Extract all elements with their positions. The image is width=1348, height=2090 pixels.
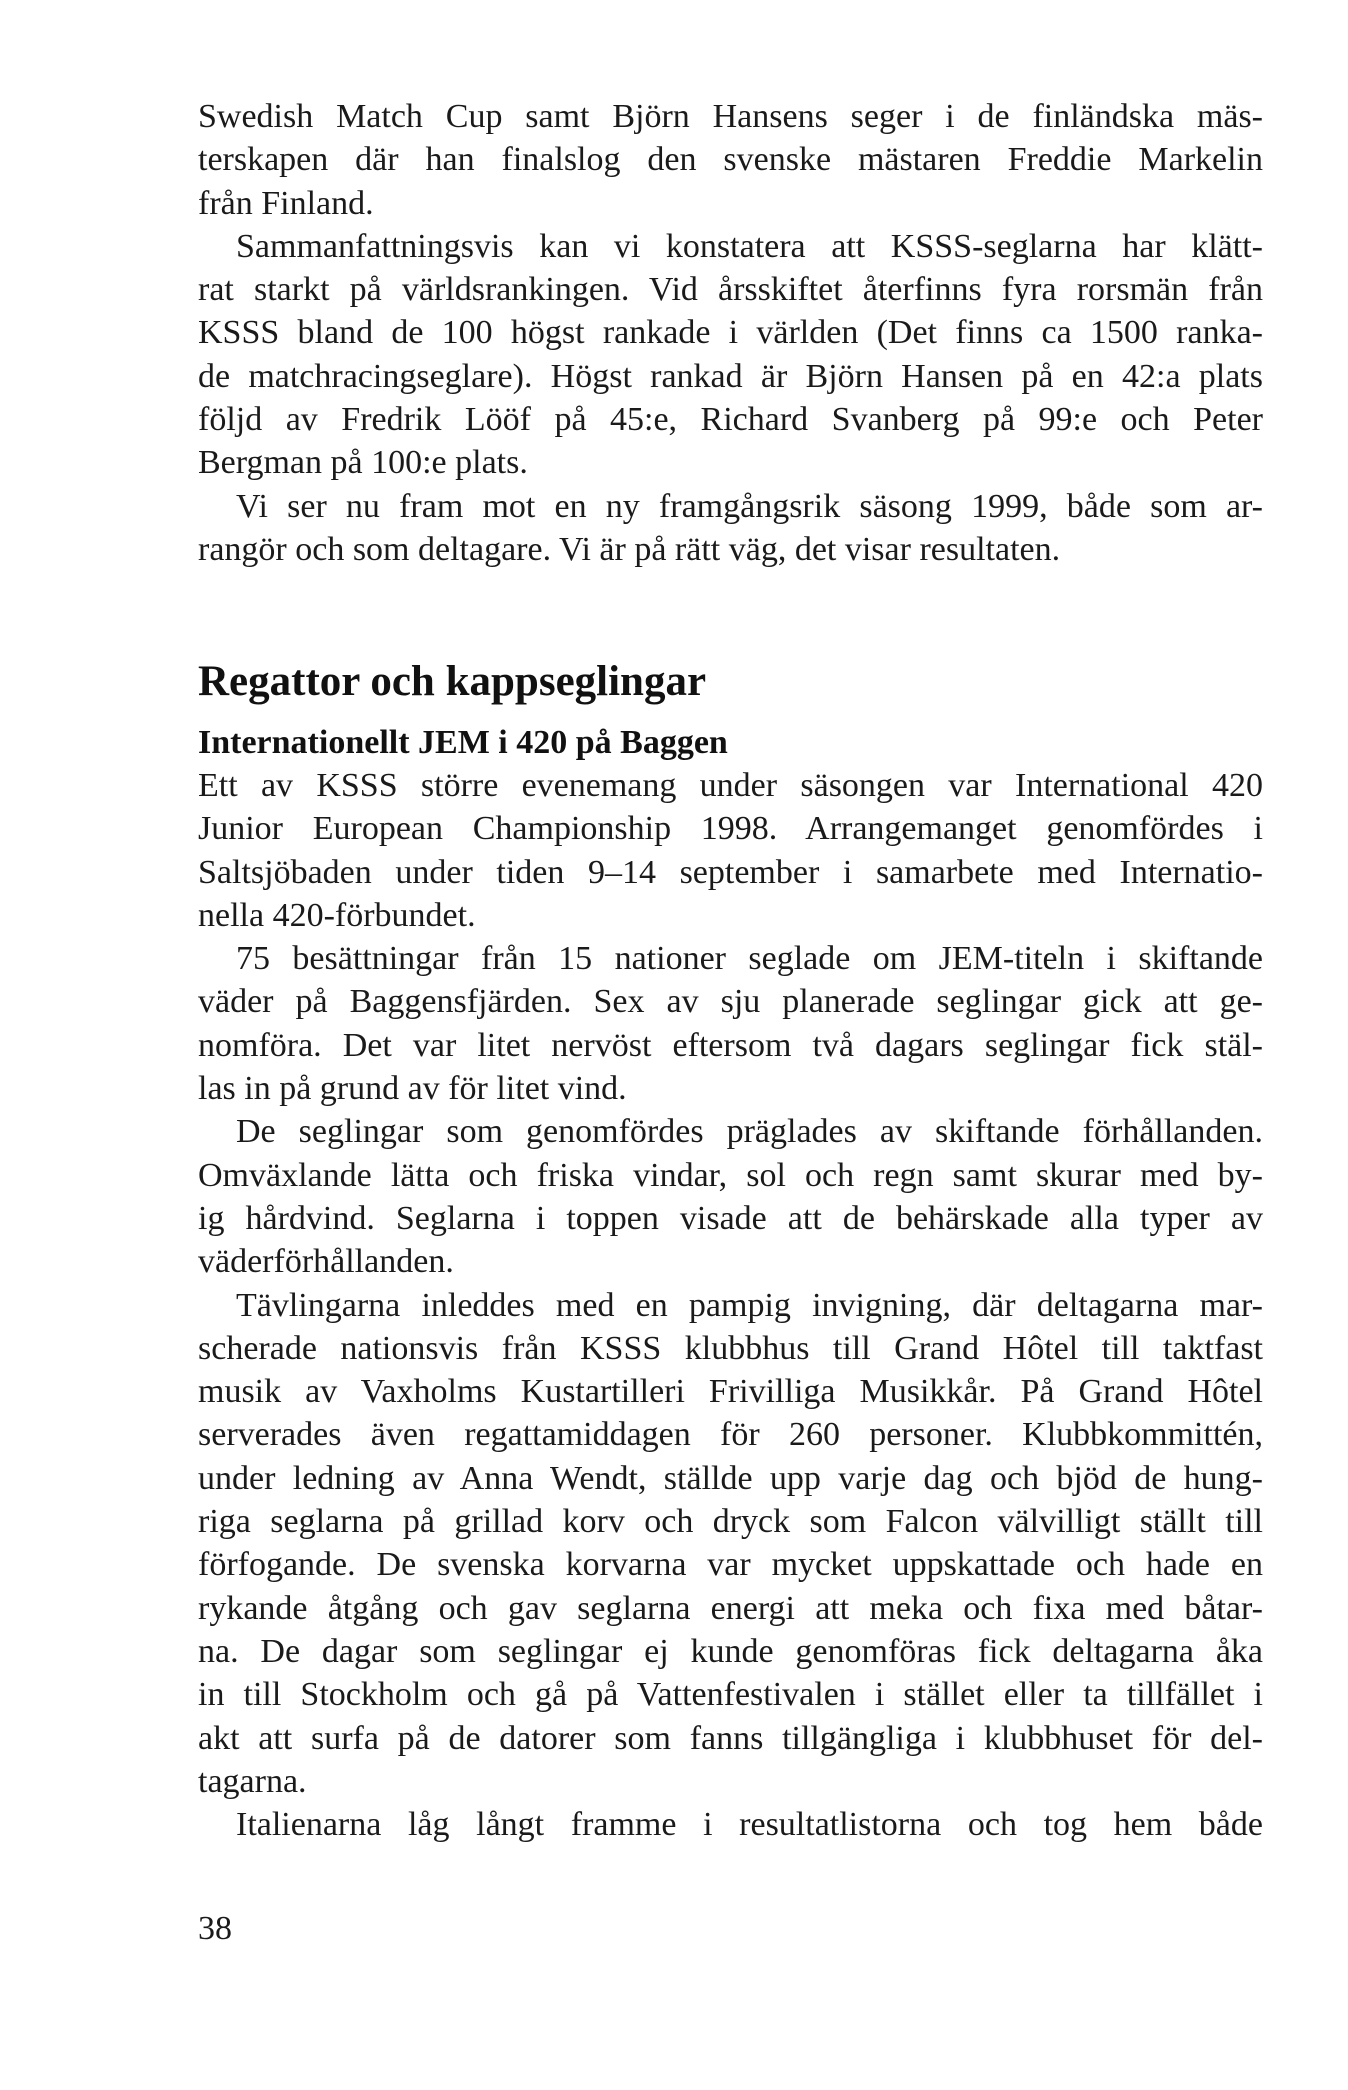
article-body bbox=[198, 764, 1263, 1846]
text-line: musik av Vaxholms Kustartilleri Frivilliga Musikkår. På Grand Hôtel bbox=[198, 1373, 1263, 1411]
text-line: las in på grund av för litet vind. bbox=[198, 1070, 627, 1108]
text-line: De seglingar som genomfördes präglades av skiftande förhållanden. bbox=[236, 1113, 1263, 1151]
paragraph bbox=[198, 937, 1263, 1110]
text-line: väderförhållanden. bbox=[198, 1243, 454, 1281]
text-line: nomföra. Det var litet nervöst eftersom två dagars seglingar fick stäl- bbox=[198, 1026, 1263, 1064]
text-line: Vi ser nu fram mot en ny framgångsrik säsong 1999, både som ar- bbox=[236, 487, 1263, 525]
text-line: Bergman på 100:e plats. bbox=[198, 444, 528, 482]
paragraph bbox=[198, 764, 1263, 937]
paragraph bbox=[198, 95, 1263, 225]
intro-text bbox=[198, 95, 1263, 571]
section-heading: Regattor och kappseglingar bbox=[198, 658, 707, 705]
paragraph bbox=[198, 1803, 1263, 1846]
text-line: de matchracingseglare). Högst rankad är Björn Hansen på en 42:a plats bbox=[198, 357, 1263, 395]
text-line: serverades även regattamiddagen för 260 personer. Klubbkommittén, bbox=[198, 1416, 1263, 1454]
text-line: nella 420-förbundet. bbox=[198, 896, 476, 934]
text-line: in till Stockholm och gå på Vattenfestivalen i stället eller ta tillfället i bbox=[198, 1676, 1263, 1714]
text-line: tagarna. bbox=[198, 1762, 307, 1800]
text-line: scherade nationsvis från KSSS klubbhus till Grand Hôtel till taktfast bbox=[198, 1329, 1263, 1367]
text-line: under ledning av Anna Wendt, ställde upp varje dag och bjöd de hung- bbox=[198, 1459, 1263, 1497]
text-line: Ett av KSSS större evenemang under säsongen var International 420 bbox=[198, 767, 1263, 804]
text-line: Saltsjöbaden under tiden 9–14 september i samarbete med Internatio- bbox=[198, 853, 1263, 891]
paragraph bbox=[198, 1284, 1263, 1804]
text-line: akt att surfa på de datorer som fanns tillgängliga i klubbhuset för del- bbox=[198, 1719, 1263, 1757]
text-line: 75 besättningar från 15 nationer seglade om JEM-titeln i skiftande bbox=[236, 940, 1263, 978]
text-line: Italienarna låg långt framme i resultatlistorna och tog hem både bbox=[236, 1806, 1263, 1844]
paragraph bbox=[198, 225, 1263, 485]
text-line: riga seglarna på grillad korv och dryck som Falcon välvilligt ställt till bbox=[198, 1503, 1263, 1541]
sub-heading: Internationellt JEM i 420 på Baggen bbox=[198, 724, 728, 761]
paragraph bbox=[198, 1110, 1263, 1283]
text-line: na. De dagar som seglingar ej kunde genomföras fick deltagarna åka bbox=[198, 1632, 1263, 1670]
text-line: ig hårdvind. Seglarna i toppen visade att de behärskade alla typer av bbox=[198, 1199, 1263, 1237]
text-line: KSSS bland de 100 högst rankade i världen (Det finns ca 1500 ranka- bbox=[198, 314, 1263, 352]
paragraph bbox=[198, 485, 1263, 572]
text-line: från Finland. bbox=[198, 184, 374, 222]
text-line: rykande åtgång och gav seglarna energi att meka och fixa med båtar- bbox=[198, 1589, 1263, 1627]
text-line: Sammanfattningsvis kan vi konstatera att KSSS-seglarna har klätt- bbox=[236, 227, 1263, 265]
text-line: rangör och som deltagare. Vi är på rätt väg, det visar resultaten. bbox=[198, 530, 1061, 568]
text-line: Tävlingarna inleddes med en pampig invigning, där deltagarna mar- bbox=[236, 1286, 1263, 1324]
text-line: Junior European Championship 1998. Arrangemanget genomfördes i bbox=[198, 810, 1263, 848]
text-line: rat starkt på världsrankingen. Vid årsskiftet återfinns fyra rorsmän från bbox=[198, 271, 1263, 309]
text-line: förfogande. De svenska korvarna var mycket uppskattade och hade en bbox=[198, 1546, 1263, 1584]
text-line: Omväxlande lätta och friska vindar, sol och regn samt skurar med by- bbox=[198, 1156, 1263, 1194]
text-line: terskapen där han finalslog den svenske mästaren Freddie Markelin bbox=[198, 141, 1263, 179]
text-line: Swedish Match Cup samt Björn Hansens seger i de finländska mäs- bbox=[198, 98, 1263, 135]
page-number: 38 bbox=[198, 1910, 232, 1947]
text-line: väder på Baggensfjärden. Sex av sju planerade seglingar gick att ge- bbox=[198, 983, 1263, 1021]
text-line: följd av Fredrik Lööf på 45:e, Richard Svanberg på 99:e och Peter bbox=[198, 401, 1263, 439]
